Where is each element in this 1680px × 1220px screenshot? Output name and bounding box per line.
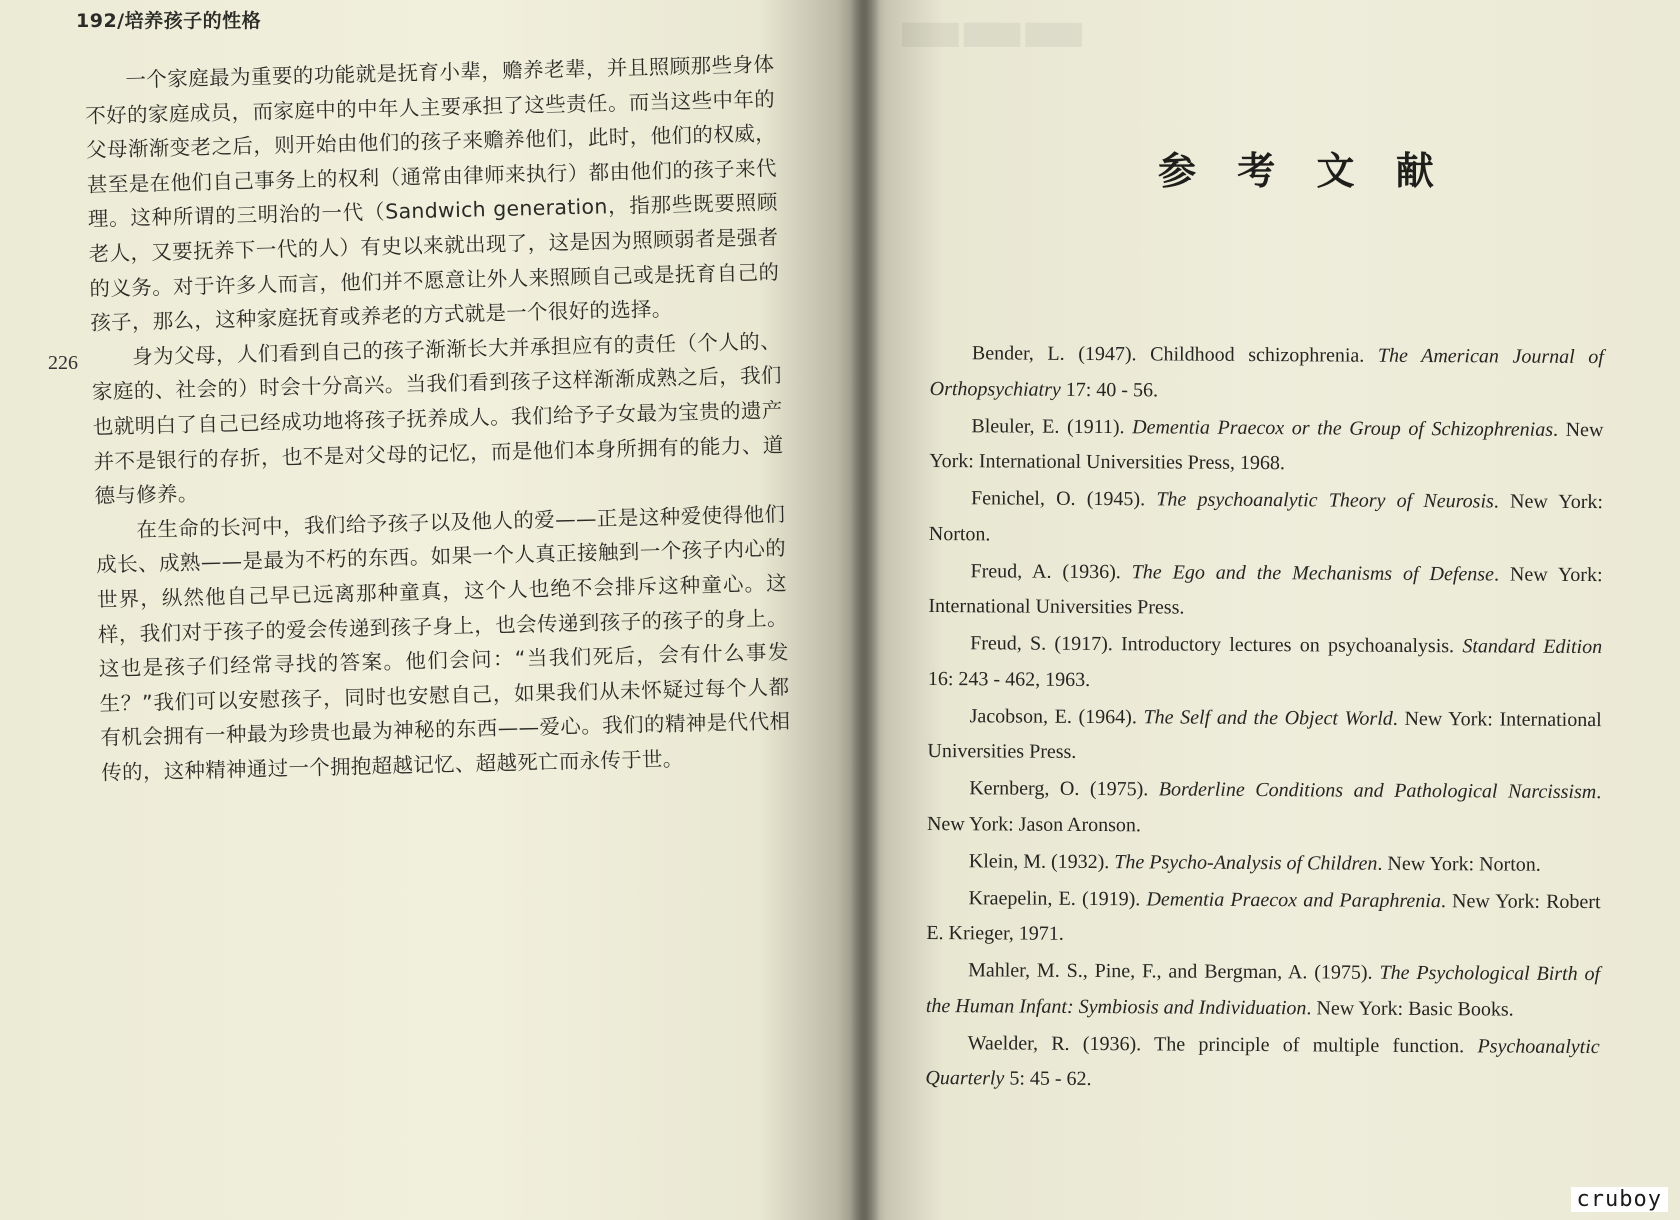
reference-segment: Freud, A. (1936). — [970, 559, 1132, 583]
reference-italic-segment: The Psychological Birth of the Human Infant: Symbiosis and Individuation — [925, 961, 1601, 1019]
reference-italic-segment: Dementia Praecox or the Group of Schizophrenias — [1132, 415, 1554, 441]
reference-entry — [928, 553, 1602, 628]
reference-italic-segment: The psychoanalytic Theory of Neurosis — [1156, 488, 1494, 513]
reference-segment: Kernberg, O. (1975). — [969, 777, 1159, 801]
book-gutter — [850, 0, 880, 1220]
reference-segment: . New York: International Universities Press. — [927, 707, 1602, 763]
reference-italic-segment: Psychoanalytic Quarterly — [925, 1034, 1600, 1090]
body-paragraph-2: 身为父母，人们看到自己的孩子渐渐长大并承担应有的责任（个人的、家庭的、社会的）时会十分高兴。当我们看到孩子这样渐渐成熟之后，我们也就明白了自己已经成功地将孩子抚养成人。我们给予子女最为宝贵的遗产并不是银行的存折，也不是对父母的记忆，而是他们本身所拥有的能力、道德与修养。 — [91, 328, 784, 508]
reference-entry — [929, 408, 1603, 483]
reference-entry — [926, 953, 1600, 1028]
reference-italic-segment: Borderline Conditions and Pathological Narcissism — [1158, 778, 1597, 804]
reference-entry — [927, 771, 1601, 846]
reference-italic-segment: The Ego and the Mechanisms of Defense — [1131, 560, 1495, 585]
margin-page-number: 226 — [48, 352, 78, 374]
reference-italic-segment: The Psycho-Analysis of Children — [1114, 850, 1378, 875]
reference-segment: . New York: Norton. — [1377, 852, 1541, 876]
reference-segment: Jacobson, E. (1964). — [969, 704, 1144, 728]
reference-entry — [927, 843, 1601, 883]
body-paragraph-3: 在生命的长河中，我们给予孩子以及他人的爱——正是这种爱使得他们成长、成熟——是最为不朽的东西。如果一个人真正接触到一个孩子内心的世界，纵然他自己早已远离那种童真，这个人也绝不会排斥这种童心。这样，我们对于孩子的爱会传递到孩子身上，也会传递到孩子的孩子的身上。这也是孩子们经常寻找的答案。他们会问：“当我们死后，会有什么事发生？”我们可以安慰孩子，同时也安慰自己，如果我们从未怀疑过每个人都有机会拥有一种最为珍贵也最为神秘的东西——爱心。我们的精神是代代相传的，这种精神通过一个拥抱超越记忆、超越死亡而永传于世。 — [95, 501, 791, 785]
reference-segment: Bender, L. (1947). Childhood schizophrenia. — [971, 342, 1378, 367]
reference-segment: . New York: Norton. — [928, 490, 1604, 545]
reference-segment: . New York: International Universities Press. — [928, 562, 1603, 619]
reference-entry — [929, 481, 1603, 556]
reference-entry — [930, 336, 1604, 411]
reference-segment: . New York: Basic Books. — [1306, 996, 1514, 1021]
reference-segment: . New York: International Universities Press, 1968. — [929, 418, 1604, 475]
reference-entry — [925, 1025, 1599, 1100]
reference-segment: . New York: Jason Aronson. — [926, 781, 1602, 836]
chapter-body-text — [84, 47, 792, 790]
reference-segment: Freud, S. (1917). Introductory lectures on psychoanalysis. — [970, 632, 1463, 658]
reference-segment: . New York: Robert E. Krieger, 1971. — [926, 889, 1601, 945]
reference-italic-segment: Dementia Praecox and Paraphrenia — [1146, 887, 1441, 912]
body-paragraph-1: 一个家庭最为重要的功能就是抚育小辈，赡养老辈，并且照顾那些身体不好的家庭成员，而家庭中的中年人主要承担了这些责任。而当这些中年的父母渐渐变老之后，则开始由他们的孩子来赡养他们，此时，他们的权威，甚至是在他们自己事务上的权利（通常由律师来执行）都由他们的孩子来代理。这种所谓的三明治的一代（Sandwich generation，指那些既要照顾老人，又要抚养下一代的人）有史以来就出现了，这是因为照顾弱者是强者的义务。对于许多人而言，他们并不愿意让外人来照顾自己或是抚育自己的孩子，那么，这种家庭抚育或养老的方式就是一个很好的选择。 — [84, 52, 780, 336]
reference-segment: Mahler, M. S., Pine, F., and Bergman, A. (1975). — [968, 959, 1380, 984]
reference-segment: Kraepelin, E. (1919). — [968, 886, 1147, 910]
reference-entry — [926, 880, 1600, 955]
reference-entry — [927, 698, 1601, 773]
reference-segment: 5: 45 - 62. — [1004, 1067, 1092, 1091]
reference-italic-segment: Standard Edition — [1462, 635, 1603, 659]
reference-italic-segment: The American Journal of Orthopsychiatry — [929, 344, 1604, 401]
references-list — [925, 336, 1604, 1102]
references-title: 参 考 文 献 — [1158, 149, 1448, 193]
reference-segment: Bleuler, E. (1911). — [971, 414, 1133, 438]
reference-segment: Fenichel, O. (1945). — [970, 487, 1157, 511]
reference-segment: Klein, M. (1932). — [968, 849, 1115, 873]
reference-italic-segment: The Self and the Object World — [1143, 705, 1393, 730]
reference-segment: 16: 243 - 462, 1963. — [927, 667, 1091, 691]
watermark: cruboy — [1571, 1187, 1668, 1212]
running-head: 192/培养孩子的性格 — [76, 10, 262, 32]
reference-segment: 17: 40 - 56. — [1060, 378, 1159, 401]
show-through-text: ████ ████ ████ — [902, 24, 1083, 46]
reference-entry — [928, 626, 1602, 701]
reference-segment: Waelder, R. (1936). The principle of multiple function. — [967, 1031, 1478, 1057]
